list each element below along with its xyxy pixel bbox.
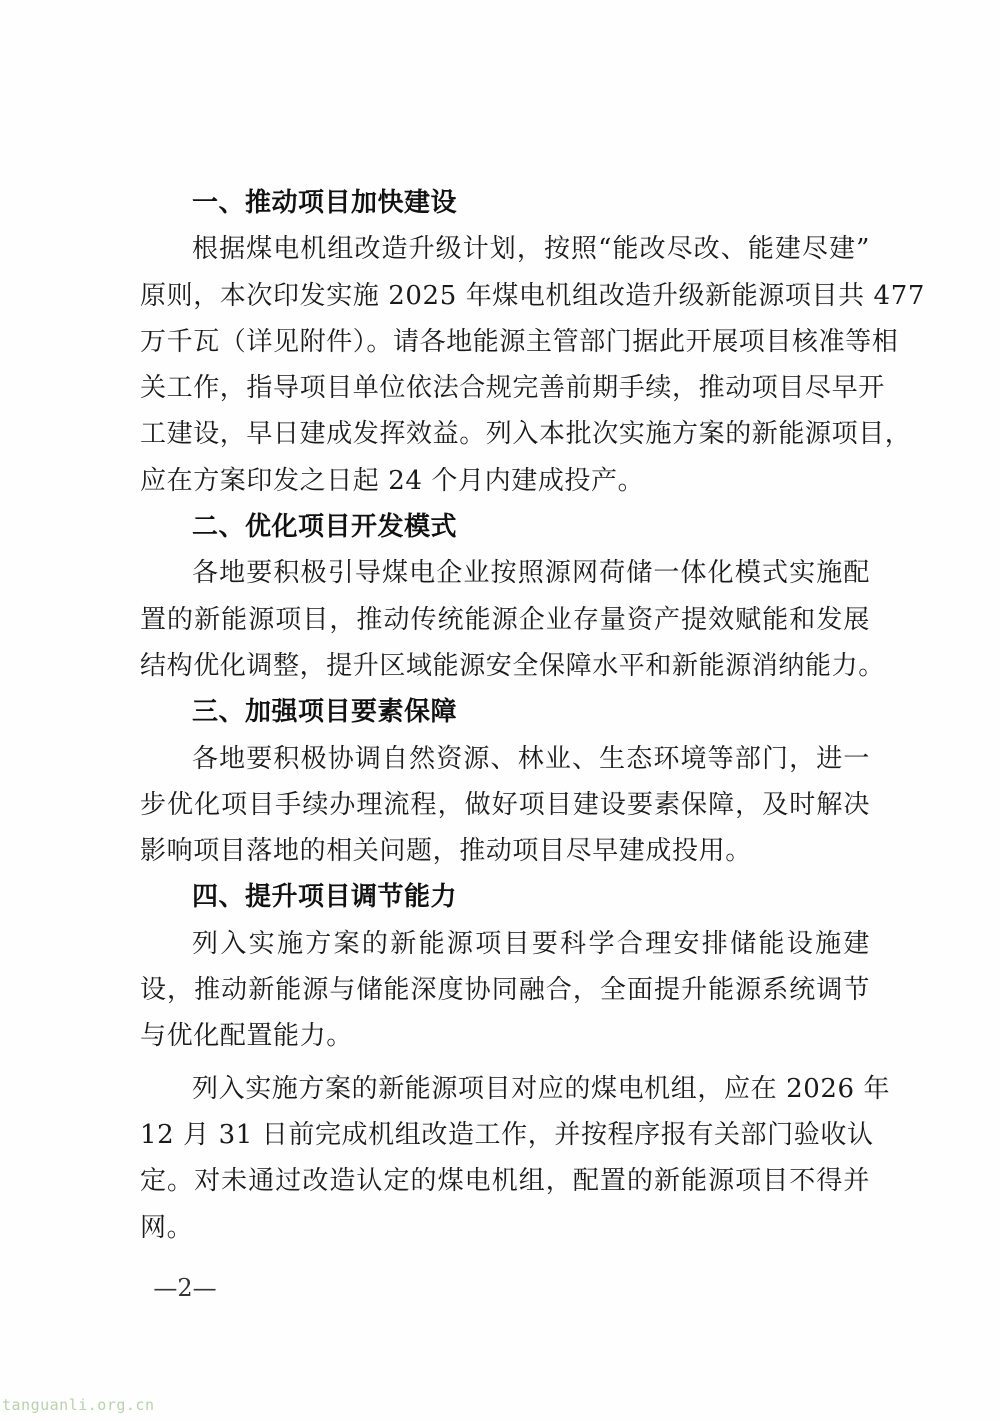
watermark: tanguanli.org.cn [2,1396,155,1414]
section-heading-4: 四、提升项目调节能力 [192,882,458,913]
paragraph-line: 应在方案印发之日起 24 个月内建成投产。 [140,465,645,496]
section-heading-3: 三、加强项目要素保障 [192,697,458,728]
paragraph-line: 定。对未通过改造认定的煤电机组，配置的新能源项目不得并 [140,1166,870,1197]
paragraph-line: 影响项目落地的相关问题，推动项目尽早建成投用。 [140,836,752,867]
paragraph-line: 设，推动新能源与储能深度协同融合，全面提升能源系统调节 [140,975,870,1006]
section-heading-2: 二、优化项目开发模式 [192,512,458,543]
paragraph-line: 列入实施方案的新能源项目要科学合理安排储能设施建 [192,928,870,959]
paragraph-line: 根据煤电机组改造升级计划，按照“能改尽改、能建尽建” [192,234,870,265]
paragraph-line: 原则，本次印发实施 2025 年煤电机组改造升级新能源项目共 477 [140,280,925,311]
paragraph-line: 各地要积极引导煤电企业按照源网荷储一体化模式实施配 [192,558,870,589]
paragraph-line: 各地要积极协调自然资源、林业、生态环境等部门，进一 [192,743,870,774]
paragraph-line: 列入实施方案的新能源项目对应的煤电机组，应在 2026 年 [192,1073,891,1104]
document-body [140,180,925,1251]
paragraph-line: 网。 [140,1212,194,1243]
paragraph-line: 置的新能源项目，推动传统能源企业存量资产提效赋能和发展 [140,604,870,635]
paragraph-line: 关工作，指导项目单位依法合规完善前期手续，推动项目尽早开 [140,373,885,404]
paragraph-line: 与优化配置能力。 [140,1021,353,1052]
paragraph-line: 结构优化调整，提升区域能源安全保障水平和新能源消纳能力。 [140,650,885,681]
section-heading-1: 一、推动项目加快建设 [192,188,458,218]
page-number: —2— [153,1274,217,1302]
paragraph-line: 万千瓦（详见附件）。请各地能源主管部门据此开展项目核准等相 [140,326,899,357]
paragraph-line: 步优化项目手续办理流程，做好项目建设要素保障，及时解决 [140,789,870,820]
paragraph-line: 工建设，早日建成发挥效益。列入本批次实施方案的新能源项目， [140,419,912,450]
paragraph-line: 12 月 31 日前完成机组改造工作，并按程序报有关部门验收认 [140,1119,874,1150]
